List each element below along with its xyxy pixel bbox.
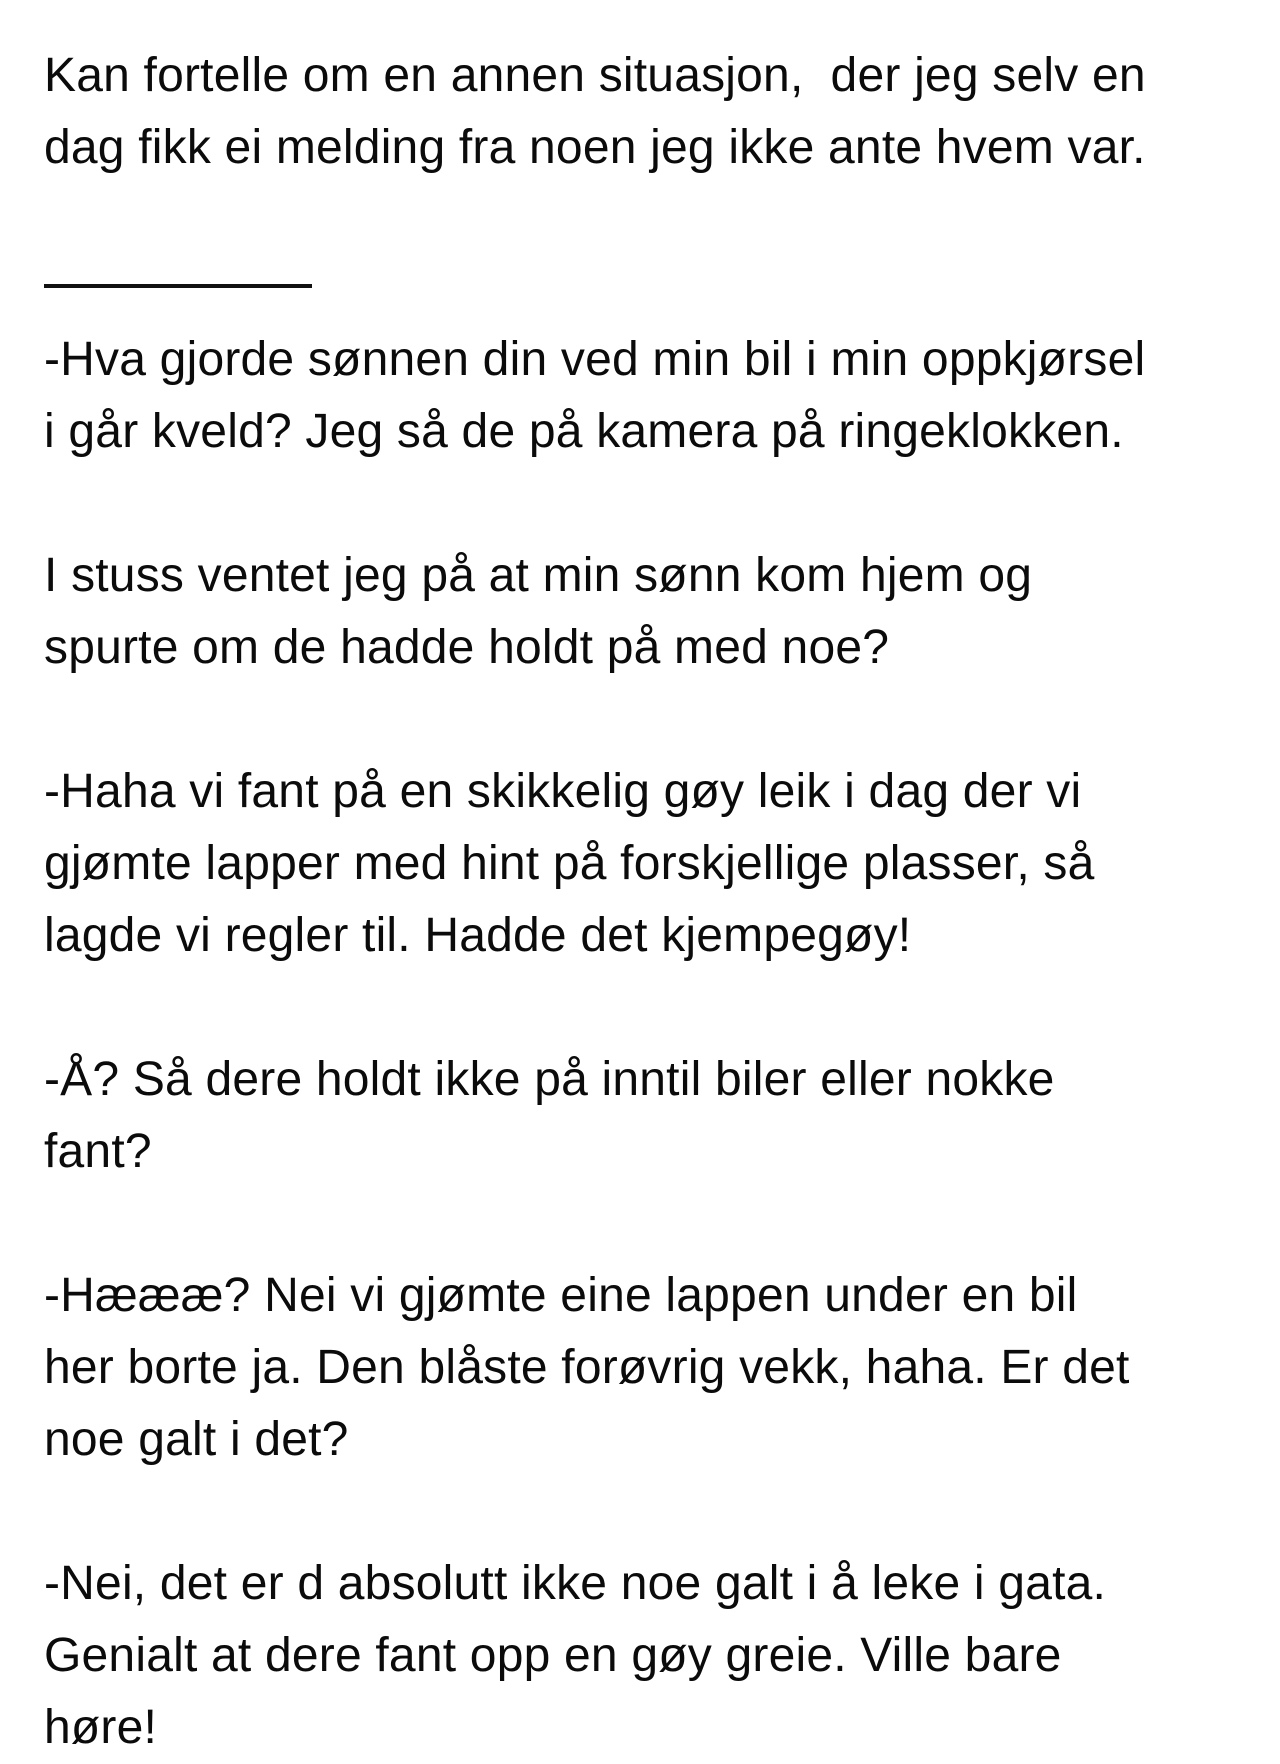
paragraph-5: -Hæææ? Nei vi gjømte eine lappen under en bil her borte ja. Den blåste forøvrig vekk, haha. Er det noe galt i det?: [44, 1269, 1130, 1466]
paragraph-2: I stuss ventet jeg på at min sønn kom hjem og spurte om de hadde holdt på med noe?: [44, 549, 1033, 674]
separator-line: [44, 284, 312, 288]
document-body: [44, 40, 1244, 1764]
paragraph-3: -Haha vi fant på en skikkelig gøy leik i dag der vi gjømte lapper med hint på forskjellige plasser, så lagde vi regler til. Hadde det kjempegøy!: [44, 765, 1095, 962]
paragraph-4: -Å? Så dere holdt ikke på inntil biler eller nokke fant?: [44, 1053, 1055, 1178]
paragraph-6: -Nei, det er d absolutt ikke noe galt i å leke i gata. Genialt at dere fant opp en gøy greie. Ville bare høre!: [44, 1557, 1107, 1754]
paragraph-1: -Hva gjorde sønnen din ved min bil i min oppkjørsel i går kveld? Jeg så de på kamera på ringeklokken.: [44, 333, 1146, 458]
intro-paragraph: Kan fortelle om en annen situasjon, der jeg selv en dag fikk ei melding fra noen jeg ikke ante hvem var.: [44, 49, 1146, 174]
